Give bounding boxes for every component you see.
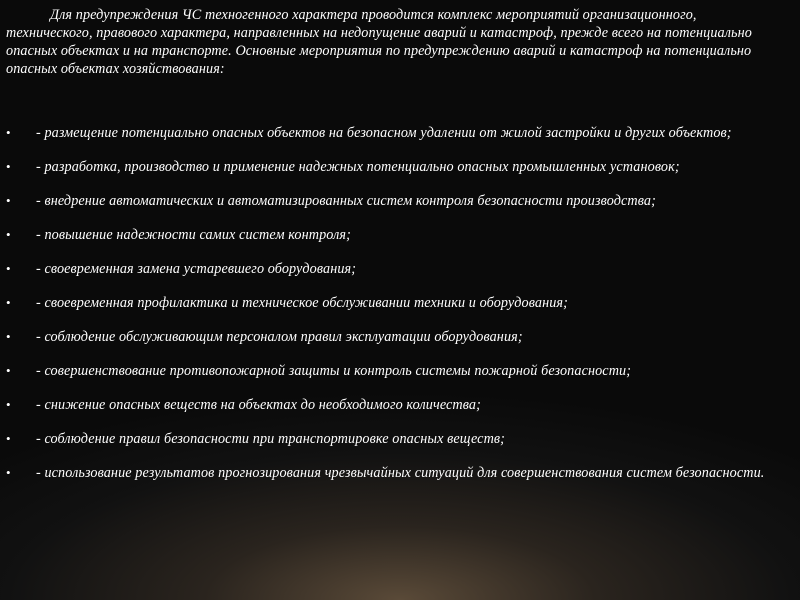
- bullet-icon: •: [6, 159, 11, 174]
- bullet-icon: •: [6, 465, 11, 480]
- bullet-icon: •: [6, 261, 11, 276]
- list-item: [0, 294, 790, 312]
- measures-list: [0, 124, 790, 498]
- list-item-text: - внедрение автоматических и автоматизированных систем контроля безопасности производства;: [36, 193, 656, 209]
- list-item-text: - размещение потенциально опасных объектов на безопасном удалении от жилой застройки и других объектов;: [36, 125, 732, 141]
- list-item-text: - соблюдение правил безопасности при транспортировке опасных веществ;: [36, 431, 505, 447]
- bullet-icon: •: [6, 431, 11, 446]
- list-item: [0, 226, 790, 244]
- list-item-text: - своевременная профилактика и техническое обслуживании техники и оборудования;: [36, 295, 568, 311]
- list-item-text: - своевременная замена устаревшего оборудования;: [36, 261, 357, 277]
- list-item-text: - снижение опасных веществ на объектах до необходимого количества;: [36, 397, 481, 413]
- bullet-icon: •: [6, 363, 11, 378]
- bullet-icon: •: [6, 125, 11, 140]
- bullet-icon: •: [6, 193, 11, 208]
- list-item-text: - соблюдение обслуживающим персоналом правил эксплуатации оборудования;: [36, 329, 523, 345]
- bullet-icon: •: [6, 227, 11, 242]
- list-item: [0, 328, 790, 346]
- list-item: [0, 124, 790, 142]
- list-item: [0, 362, 790, 380]
- list-item-text: - совершенствование противопожарной защиты и контроль системы пожарной безопасности;: [36, 363, 632, 379]
- list-item-text: - повышение надежности самих систем контроля;: [36, 227, 351, 243]
- list-item: [0, 430, 790, 448]
- list-item-text: - разработка, производство и применение надежных потенциально опасных промышленных установок;: [36, 159, 680, 175]
- list-item: [0, 396, 790, 414]
- intro-paragraph: Для предупреждения ЧС техногенного характера проводится комплекс мероприятий организационного, технического, правового характера, направленных на недопущение аварий и катастроф, прежде всего на потенциально опасных объектах и на транспорте. Основные мероприятия по предупреждению аварий и катастроф на потенциально опасных объектах хозяйствования:: [6, 7, 752, 77]
- bullet-icon: •: [6, 295, 11, 310]
- bullet-icon: •: [6, 397, 11, 412]
- list-item: [0, 464, 790, 482]
- list-item-text: - использование результатов прогнозирования чрезвычайных ситуаций для совершенствования систем безопасности.: [36, 465, 765, 481]
- list-item: [0, 158, 790, 176]
- bullet-icon: •: [6, 329, 11, 344]
- list-item: [0, 192, 790, 210]
- list-item: [0, 260, 790, 278]
